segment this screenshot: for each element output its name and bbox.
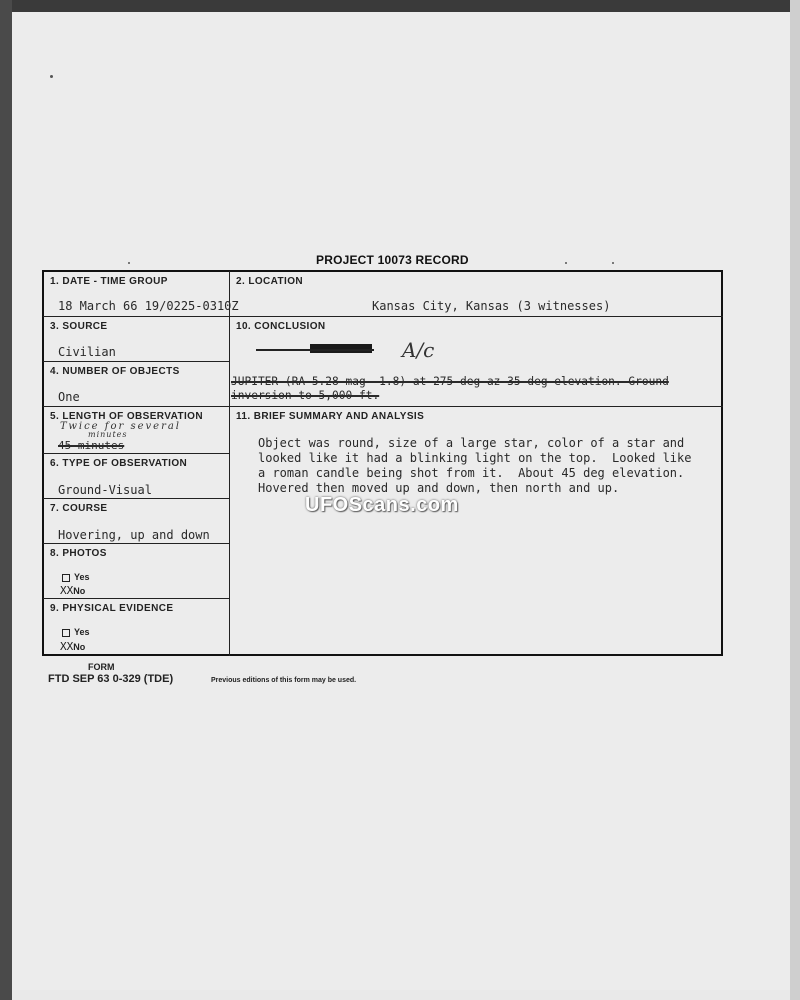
- scan-border-right: [790, 0, 800, 1000]
- photos-label: 8. PHOTOS: [50, 548, 107, 559]
- photos-no-option: [60, 584, 85, 597]
- form-title: PROJECT 10073 RECORD: [316, 253, 469, 267]
- photos-no-label: No: [73, 586, 86, 596]
- scan-speck: [612, 262, 614, 264]
- row-divider: [43, 453, 230, 454]
- scan-border-left: [0, 0, 12, 1000]
- row-divider: [43, 498, 230, 499]
- photos-no-mark: XX: [60, 584, 74, 597]
- scan-speck: [565, 262, 567, 264]
- location-value: Kansas City, Kansas (3 witnesses): [372, 299, 611, 313]
- footer-form-word: FORM: [88, 662, 115, 672]
- number-of-objects-value: One: [58, 390, 80, 404]
- source-value: Civilian: [58, 345, 116, 359]
- scan-speck: [128, 262, 130, 264]
- physical-evidence-no-mark: XX: [60, 640, 74, 653]
- photos-yes-checkbox: [62, 574, 70, 582]
- course-label: 7. COURSE: [50, 503, 108, 514]
- physical-evidence-yes-option: [62, 627, 90, 637]
- scan-border-top: [0, 0, 800, 12]
- length-handwritten-line-1: Twice for several: [60, 421, 182, 432]
- location-label: 2. LOCATION: [236, 276, 303, 287]
- conclusion-struck-line-2: inversion to 5,000 ft.: [231, 389, 380, 402]
- brief-summary-text: Object was round, size of a large star, color of a star and looked like it had a blinking light on the top. Looked like a roman candle being shot from it. About 45 deg elevation. Hovered then moved up and down, then north and up.: [258, 436, 692, 495]
- row-divider: [43, 543, 230, 544]
- length-struck-value: 45 minutes: [58, 439, 125, 452]
- length-handwritten-line-2: minutes: [88, 430, 128, 439]
- footer-form-id: FTD SEP 63 0-329 (TDE): [48, 673, 174, 685]
- physical-evidence-no-option: [60, 640, 85, 653]
- row-divider: [43, 406, 723, 407]
- type-of-observation-label: 6. TYPE OF OBSERVATION: [50, 458, 188, 469]
- source-label: 3. SOURCE: [50, 321, 108, 332]
- conclusion-handwritten: A/c: [402, 338, 435, 362]
- physical-evidence-label: 9. PHYSICAL EVIDENCE: [50, 603, 174, 614]
- conclusion-label: 10. CONCLUSION: [236, 321, 326, 332]
- scan-speck: [50, 75, 53, 78]
- type-of-observation-value: Ground-Visual: [58, 483, 152, 497]
- footer-note: Previous editions of this form may be used.: [211, 677, 357, 684]
- watermark: UFOScans.com: [305, 494, 459, 516]
- row-divider: [43, 316, 723, 317]
- strike-through-line: [256, 349, 374, 351]
- physical-evidence-no-label: No: [73, 642, 86, 652]
- number-of-objects-label: 4. NUMBER OF OBJECTS: [50, 366, 180, 377]
- photos-yes-option: [62, 572, 90, 582]
- physical-evidence-yes-label: Yes: [74, 627, 90, 637]
- date-time-value: 18 March 66 19/0225-0310Z: [58, 299, 239, 313]
- brief-summary-label: 11. BRIEF SUMMARY AND ANALYSIS: [236, 411, 425, 422]
- photos-yes-label: Yes: [74, 572, 90, 582]
- row-divider: [43, 361, 230, 362]
- row-divider: [43, 598, 230, 599]
- date-time-label: 1. DATE - TIME GROUP: [50, 276, 168, 287]
- course-value: Hovering, up and down: [58, 528, 210, 542]
- conclusion-struck-line-1: JUPITER (RA 5.28 mag -1.8) at 275 deg az 35 deg elevation. Ground: [231, 375, 669, 388]
- physical-evidence-yes-checkbox: [62, 629, 70, 637]
- length-of-observation-label: 5. LENGTH OF OBSERVATION: [50, 411, 203, 422]
